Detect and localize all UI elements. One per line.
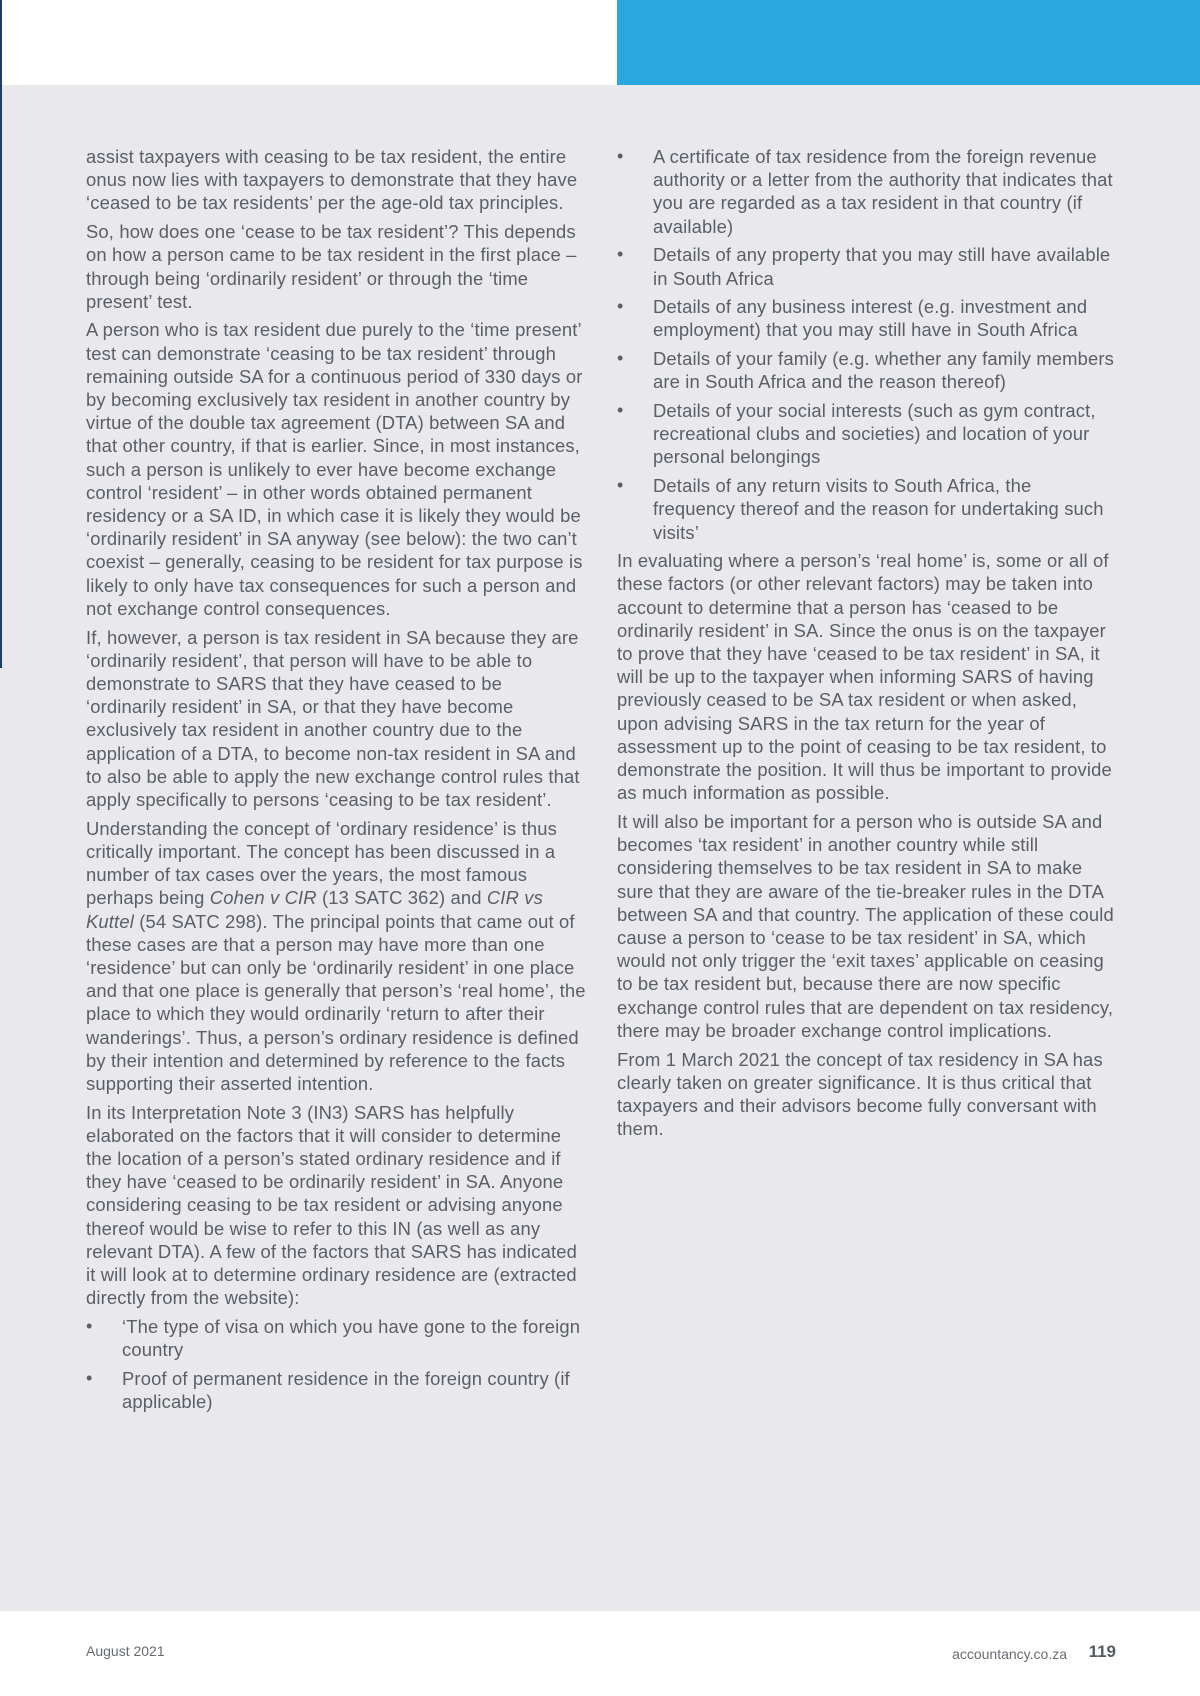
case-citation: CIR vs Kuttel: [86, 887, 543, 932]
list-item: • Details of your family (e.g. whether any family members are in South Africa and the reason thereof): [617, 347, 1117, 393]
right-column: [617, 145, 1117, 1146]
paragraph: It will also be important for a person who is outside SA and becomes ‘tax resident’ in another country while still considering themselves to be tax resident in SA to make sure that they are aware of the tie-breaker rules in the DTA between SA and that country. The application of these could cause a person to ‘cease to be tax resident’ in SA, which would not only trigger the ‘exit taxes’ applicable on ceasing to be tax resident but, because there are now specific exchange control rules that are dependent on tax residency, there may be broader exchange control implications.: [617, 810, 1114, 1041]
case-citation: Cohen v CIR: [209, 887, 317, 909]
list-item: • Details of any property that you may still have available in South Africa: [617, 243, 1117, 289]
page-header-band: [0, 0, 1200, 85]
issue-date: August 2021: [86, 1643, 165, 1659]
paragraph-text: Understanding the concept of ‘ordinary residence’ is thus critically important. The concept has been discussed in a number of tax cases over the years, the most famous perhaps being: [86, 817, 557, 909]
paragraph: A person who is tax resident due purely to the ‘time present’ test can demonstrate ‘ceasing to be tax resident’ through remaining outside SA for a continuous period of 330 days or by becoming exclusively tax resident in another country by virtue of the double tax agreement (DTA) between SA and that other country, if that is earlier. Since, in most instances, such a person is unlikely to ever have become exchange control ‘resident’ – in other words obtained permanent residency or a SA ID, in which case it is likely they would be ‘ordinarily resident’ in SA anyway (see below): the two can’t coexist – generally, ceasing to be resident for tax purpose is likely to only have tax consequences for such a person and not exchange control consequences.: [86, 319, 583, 619]
paragraph: If, however, a person is tax resident in SA because they are ‘ordinarily resident’, that person will have to be able to demonstrate to SARS that they have ceased to be ‘ordinarily resident’ in SA, or that they have become exclusively tax resident in another country due to the application of a DTA, to become non-tax resident in SA and to also be able to apply the new exchange control rules that apply specifically to persons ‘ceasing to be tax resident’.: [86, 626, 580, 810]
list-item: • Proof of permanent residence in the foreign country (if applicable): [86, 1367, 586, 1413]
list-item: • Details of any business interest (e.g. investment and employment) that you may still have in South Africa: [617, 295, 1117, 341]
list-item: • Details of your social interests (such as gym contract, recreational clubs and societies) and location of your personal belongings: [617, 399, 1117, 469]
page-footer: [0, 1611, 1200, 1696]
left-column: [86, 145, 586, 1419]
paragraph: So, how does one ‘cease to be tax resident’? This depends on how a person came to be tax resident in the first place – through being ‘ordinarily resident’ or through the ‘time present’ test.: [86, 221, 577, 312]
paragraph-text: (54 SATC 298). The principal points that came out of these cases are that a person may have more than one ‘residence’ but can only be ‘ordinarily resident’ in one place and that one place is generally that person’s ‘real home’, the place to which they would ordinarily ‘return to after their wanderings’. Thus, a person’s ordinary residence is defined by their intention and determined by reference to the facts supporting their asserted intention.: [86, 910, 586, 1094]
header-left-rule: [0, 0, 2, 85]
paragraph: In evaluating where a person’s ‘real home’ is, some or all of these factors (or other relevant factors) may be taken into account to determine that a person has ‘ceased to be ordinarily resident’ in SA. Since the onus is on the taxpayer to prove that they have ‘ceased to be tax resident’ in SA, it will be up to the taxpayer when informing SARS of having previously ceased to be SA tax resident or when asked, upon advising SARS in the tax return for the year of assessment up to the point of ceasing to be tax resident, to demonstrate the position. It will thus be important to provide as much information as possible.: [617, 550, 1112, 804]
website-link[interactable]: accountancy.co.za: [952, 1646, 1067, 1662]
list-item: • A certificate of tax residence from the foreign revenue authority or a letter from the authority that indicates that you are regarded as a tax resident in that country (if available): [617, 145, 1117, 238]
header-accent-block: [617, 0, 1200, 85]
page-number: 119: [1088, 1642, 1116, 1661]
list-item: • Details of any return visits to South Africa, the frequency thereof and the reason for undertaking such visits’: [617, 474, 1117, 544]
factor-list: [617, 145, 1117, 544]
paragraph-ordinary-residence: [86, 817, 586, 1095]
paragraph: In its Interpretation Note 3 (IN3) SARS has helpfully elaborated on the factors that it will consider to determine the location of a person’s stated ordinary residence and if they have ‘ceased to be ordinarily resident’ in SA. Anyone considering ceasing to be tax resident or advising anyone thereof would be wise to refer to this IN (as well as any relevant DTA). A few of the factors that SARS has indicated it will look at to determine ordinary residence are (extracted directly from the website):: [86, 1101, 577, 1309]
article-body: [0, 85, 1200, 1611]
paragraph: From 1 March 2021 the concept of tax residency in SA has clearly taken on greater significance. It is thus critical that taxpayers and their advisors become fully conversant with them.: [617, 1048, 1103, 1140]
body-left-rule: [0, 85, 2, 668]
paragraph: assist taxpayers with ceasing to be tax resident, the entire onus now lies with taxpayers to demonstrate that they have ‘ceased to be tax residents’ per the age-old tax principles.: [86, 146, 578, 214]
list-item: • ‘The type of visa on which you have gone to the foreign country: [86, 1315, 586, 1361]
paragraph-text: (13 SATC 362) and: [316, 887, 487, 909]
factor-list: [86, 1315, 586, 1413]
